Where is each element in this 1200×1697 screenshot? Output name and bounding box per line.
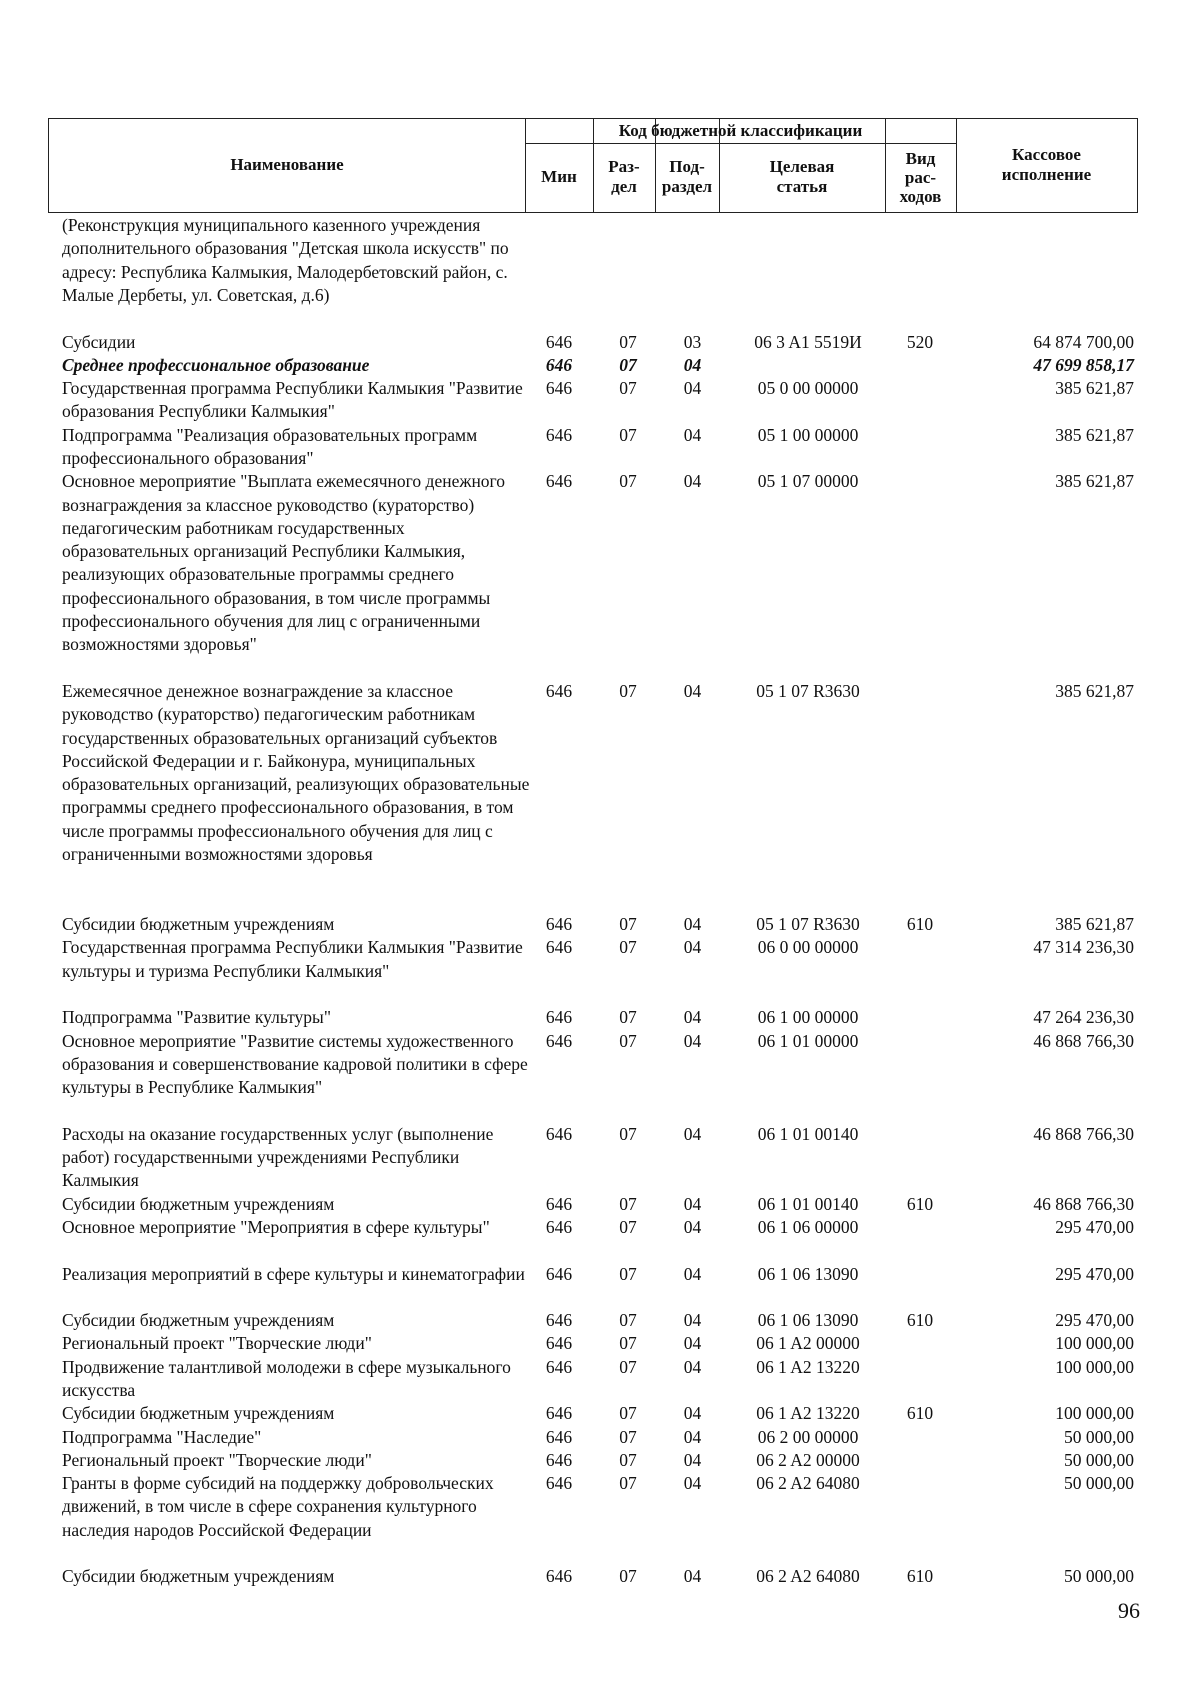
row-celevaya: 06 1 01 00140 [757, 1123, 859, 1144]
row-sum: 295 470,00 [1055, 1216, 1134, 1237]
row-sum: 46 868 766,30 [1033, 1030, 1134, 1051]
row-celevaya: 06 1 01 00140 [757, 1193, 859, 1214]
row-sum: 50 000,00 [1064, 1473, 1134, 1494]
row-podrazdel: 04 [683, 1007, 702, 1028]
row-podrazdel: 04 [683, 378, 702, 399]
row-vid: 610 [906, 1193, 934, 1214]
row-sum: 50 000,00 [1064, 1566, 1134, 1587]
row-name: Государственная программа Республики Калмыкия "Развитие культуры и туризма Республики Калмыкия" [62, 937, 523, 981]
row-podrazdel: 04 [683, 1566, 702, 1587]
row-min: 646 [545, 1123, 573, 1144]
row-podrazdel: 04 [683, 1310, 702, 1331]
row-podrazdel: 04 [683, 1123, 702, 1144]
header-podrazdel: Под- раздел [661, 157, 713, 196]
row-min: 646 [545, 1403, 573, 1424]
row-razdel: 07 [619, 1123, 637, 1144]
row-podrazdel: 04 [683, 424, 702, 445]
row-name: Субсидии бюджетным учреждениям [62, 1566, 335, 1587]
row-razdel: 07 [619, 1333, 637, 1354]
row-razdel: 07 [619, 1473, 637, 1494]
row-razdel: 07 [619, 424, 637, 445]
row-min: 646 [545, 1030, 573, 1051]
row-min: 646 [545, 681, 573, 701]
row-podrazdel: 04 [683, 914, 702, 934]
row-celevaya: 06 2 A2 64080 [756, 1566, 860, 1587]
row-celevaya: 06 1 00 00000 [757, 1007, 859, 1028]
header-razdel: Раз- дел [608, 157, 640, 196]
row-celevaya: 06 1 A2 13220 [756, 1403, 860, 1424]
row-razdel: 07 [619, 1356, 637, 1377]
row-min: 646 [545, 914, 573, 934]
row-name: Государственная программа Республики Калмыкия "Развитие образования Республики Калмыкия" [62, 378, 523, 422]
row-celevaya: 06 1 01 00000 [757, 1030, 859, 1051]
page-number: 96 [1118, 1598, 1140, 1623]
row-min: 646 [545, 331, 573, 352]
row-razdel: 07 [619, 1193, 637, 1214]
header-name: Наименование [230, 155, 344, 174]
row-razdel: 07 [619, 1449, 637, 1470]
row-name: Основное мероприятие "Выплата ежемесячного денежного вознаграждения за классное руководство (кураторство) педагогическим работникам государственных образовательных организаций Республики Калмыкия, реализующих образовательные программы среднего профессионального образования, в том числе программы профессионального обучения для лиц с ограниченными возможностями здоровья" [62, 471, 506, 655]
row-razdel: 07 [619, 937, 637, 958]
row-razdel: 07 [619, 1310, 637, 1331]
row-podrazdel: 04 [683, 1473, 702, 1494]
row-vid: 610 [906, 1403, 934, 1424]
row-min: 646 [545, 1449, 573, 1470]
row-razdel: 07 [619, 1216, 637, 1237]
row-name: (Реконструкция муниципального казенного учреждения дополнительного образования "Детская школа искусств" по адресу: Республика Калмыкия, Малодербетовский район, с. Малые Дербеты, ул. Советская, д.6) [62, 215, 509, 305]
row-sum: 100 000,00 [1055, 1333, 1134, 1354]
row-name: Расходы на оказание государственных услуг (выполнение работ) государственными учреждениями Республики Калмыкия [62, 1123, 494, 1191]
header-vid: Вид рас- ходов [899, 148, 942, 206]
row-name: Гранты в форме субсидий на поддержку добровольческих движений, в том числе в сфере сохранения культурного наследия народов Российской Федерации [62, 1473, 494, 1540]
row-min: 646 [545, 1193, 573, 1214]
row-name: Субсидии бюджетным учреждениям [62, 914, 335, 934]
row-podrazdel: 04 [683, 1356, 702, 1377]
row-celevaya: 06 1 06 00000 [757, 1216, 859, 1237]
row-sum: 295 470,00 [1055, 1263, 1134, 1284]
row-razdel: 07 [619, 354, 637, 375]
row-name: Основное мероприятие "Мероприятия в сфере культуры" [62, 1216, 490, 1237]
row-vid: 520 [906, 331, 934, 352]
row-sum: 50 000,00 [1064, 1426, 1134, 1447]
row-razdel: 07 [619, 1566, 637, 1587]
row-name: Субсидии [62, 331, 136, 352]
row-sum: 47 314 236,30 [1033, 937, 1134, 958]
row-sum: 46 868 766,30 [1033, 1193, 1134, 1214]
table-header [48, 118, 1138, 213]
row-name: Подпрограмма "Наследие" [62, 1426, 262, 1447]
row-razdel: 07 [619, 378, 637, 399]
row-podrazdel: 04 [683, 1193, 702, 1214]
row-podrazdel: 04 [683, 1333, 702, 1354]
row-sum: 47 264 236,30 [1033, 1007, 1134, 1028]
row-min: 646 [545, 1356, 573, 1377]
row-razdel: 07 [619, 1030, 637, 1051]
row-podrazdel: 04 [683, 937, 702, 958]
row-min: 646 [545, 1426, 573, 1447]
row-razdel: 07 [619, 1426, 637, 1447]
row-name: Реализация мероприятий в сфере культуры и кинематографии [62, 1263, 525, 1284]
row-podrazdel: 04 [683, 471, 702, 492]
header-min: Мин [541, 167, 577, 186]
row-razdel: 07 [619, 471, 637, 492]
row-sum: 50 000,00 [1064, 1449, 1134, 1470]
row-podrazdel: 04 [683, 1449, 702, 1470]
row-min: 646 [545, 1310, 573, 1331]
row-podrazdel: 04 [683, 1403, 702, 1424]
row-sum: 100 000,00 [1055, 1356, 1134, 1377]
row-celevaya: 06 0 00 00000 [757, 937, 859, 958]
row-celevaya: 05 1 07 00000 [757, 471, 859, 492]
row-sum: 46 868 766,30 [1033, 1123, 1134, 1144]
row-name: Подпрограмма "Реализация образовательных программ профессионального образования" [62, 424, 478, 468]
row-razdel: 07 [619, 1263, 637, 1284]
row-vid: 610 [906, 1310, 934, 1331]
row-sum: 385 621,87 [1055, 424, 1134, 445]
row-sum: 385 621,87 [1055, 471, 1134, 492]
row-name: Субсидии бюджетным учреждениям [62, 1310, 335, 1331]
row-name: Среднее профессиональное образование [62, 354, 370, 375]
row-min: 646 [545, 1566, 573, 1587]
row-podrazdel: 04 [683, 1216, 702, 1237]
row-sum: 295 470,00 [1055, 1310, 1134, 1331]
row-celevaya: 06 2 A2 64080 [756, 1473, 860, 1494]
row-celevaya: 05 1 07 R3630 [756, 681, 860, 701]
row-celevaya: 06 1 06 13090 [757, 1310, 859, 1331]
row-sum: 100 000,00 [1055, 1403, 1134, 1424]
row-name: Региональный проект "Творческие люди" [62, 1333, 372, 1354]
row-min: 646 [545, 354, 573, 375]
row-sum: 64 874 700,00 [1033, 331, 1134, 352]
row-razdel: 07 [619, 681, 637, 701]
row-celevaya: 06 1 A2 13220 [756, 1356, 860, 1377]
row-podrazdel: 03 [683, 331, 702, 352]
row-vid: 610 [906, 1566, 934, 1587]
row-podrazdel: 04 [683, 1426, 702, 1447]
row-min: 646 [545, 471, 573, 492]
row-name: Подпрограмма "Развитие культуры" [62, 1007, 331, 1028]
row-podrazdel: 04 [683, 681, 702, 701]
row-name: Субсидии бюджетным учреждениям [62, 1193, 335, 1214]
row-name: Основное мероприятие "Развитие системы художественного образования и совершенствование кадровой политики в сфере культуры в Республике Калмыкия" [62, 1030, 528, 1098]
row-vid: 610 [906, 914, 934, 934]
header-code-group: Код бюджетной классификации [618, 121, 863, 140]
row-min: 646 [545, 1473, 573, 1494]
row-min: 646 [545, 378, 573, 399]
row-celevaya: 05 1 00 00000 [757, 424, 859, 445]
row-razdel: 07 [619, 1007, 637, 1028]
row-celevaya: 06 1 A2 00000 [756, 1333, 860, 1354]
header-kassovoe: Кассовое исполнение [1001, 145, 1092, 184]
row-name: Ежемесячное денежное вознаграждение за классное руководство (кураторство) педагогическим работникам государственных образовательных организаций субъектов Российской Федерации и г. Байконура, муниципальных образовательных организаций, реализующих образовательные программы среднего профессионального образования, в том числе программы профессионального обучения для лиц с ограниченными возможностями здоровья [62, 681, 530, 865]
row-razdel: 07 [619, 1403, 637, 1424]
row-min: 646 [545, 1333, 573, 1354]
row-podrazdel: 04 [683, 354, 702, 375]
row-name: Региональный проект "Творческие люди" [62, 1449, 372, 1470]
row-name: Продвижение талантливой молодежи в сфере музыкального искусства [62, 1356, 511, 1400]
row-celevaya: 06 2 00 00000 [757, 1426, 859, 1447]
row-name: Субсидии бюджетным учреждениям [62, 1403, 335, 1424]
row-min: 646 [545, 1263, 573, 1284]
header-celevaya: Целевая статья [769, 157, 835, 196]
row-razdel: 07 [619, 331, 637, 352]
row-sum: 47 699 858,17 [1033, 354, 1134, 375]
row-celevaya: 06 1 06 13090 [757, 1263, 859, 1284]
row-min: 646 [545, 424, 573, 445]
row-sum: 385 621,87 [1055, 378, 1134, 399]
row-celevaya: 06 3 A1 5519И [754, 331, 862, 352]
row-sum: 385 621,87 [1055, 681, 1134, 701]
row-min: 646 [545, 1216, 573, 1237]
row-celevaya: 06 2 A2 00000 [756, 1449, 860, 1470]
row-celevaya: 05 0 00 00000 [757, 378, 859, 399]
row-min: 646 [545, 937, 573, 958]
row-min: 646 [545, 1007, 573, 1028]
row-sum: 385 621,87 [1055, 914, 1134, 934]
row-podrazdel: 04 [683, 1030, 702, 1051]
row-podrazdel: 04 [683, 1263, 702, 1284]
row-razdel: 07 [619, 914, 637, 934]
row-celevaya: 05 1 07 R3630 [756, 914, 860, 934]
